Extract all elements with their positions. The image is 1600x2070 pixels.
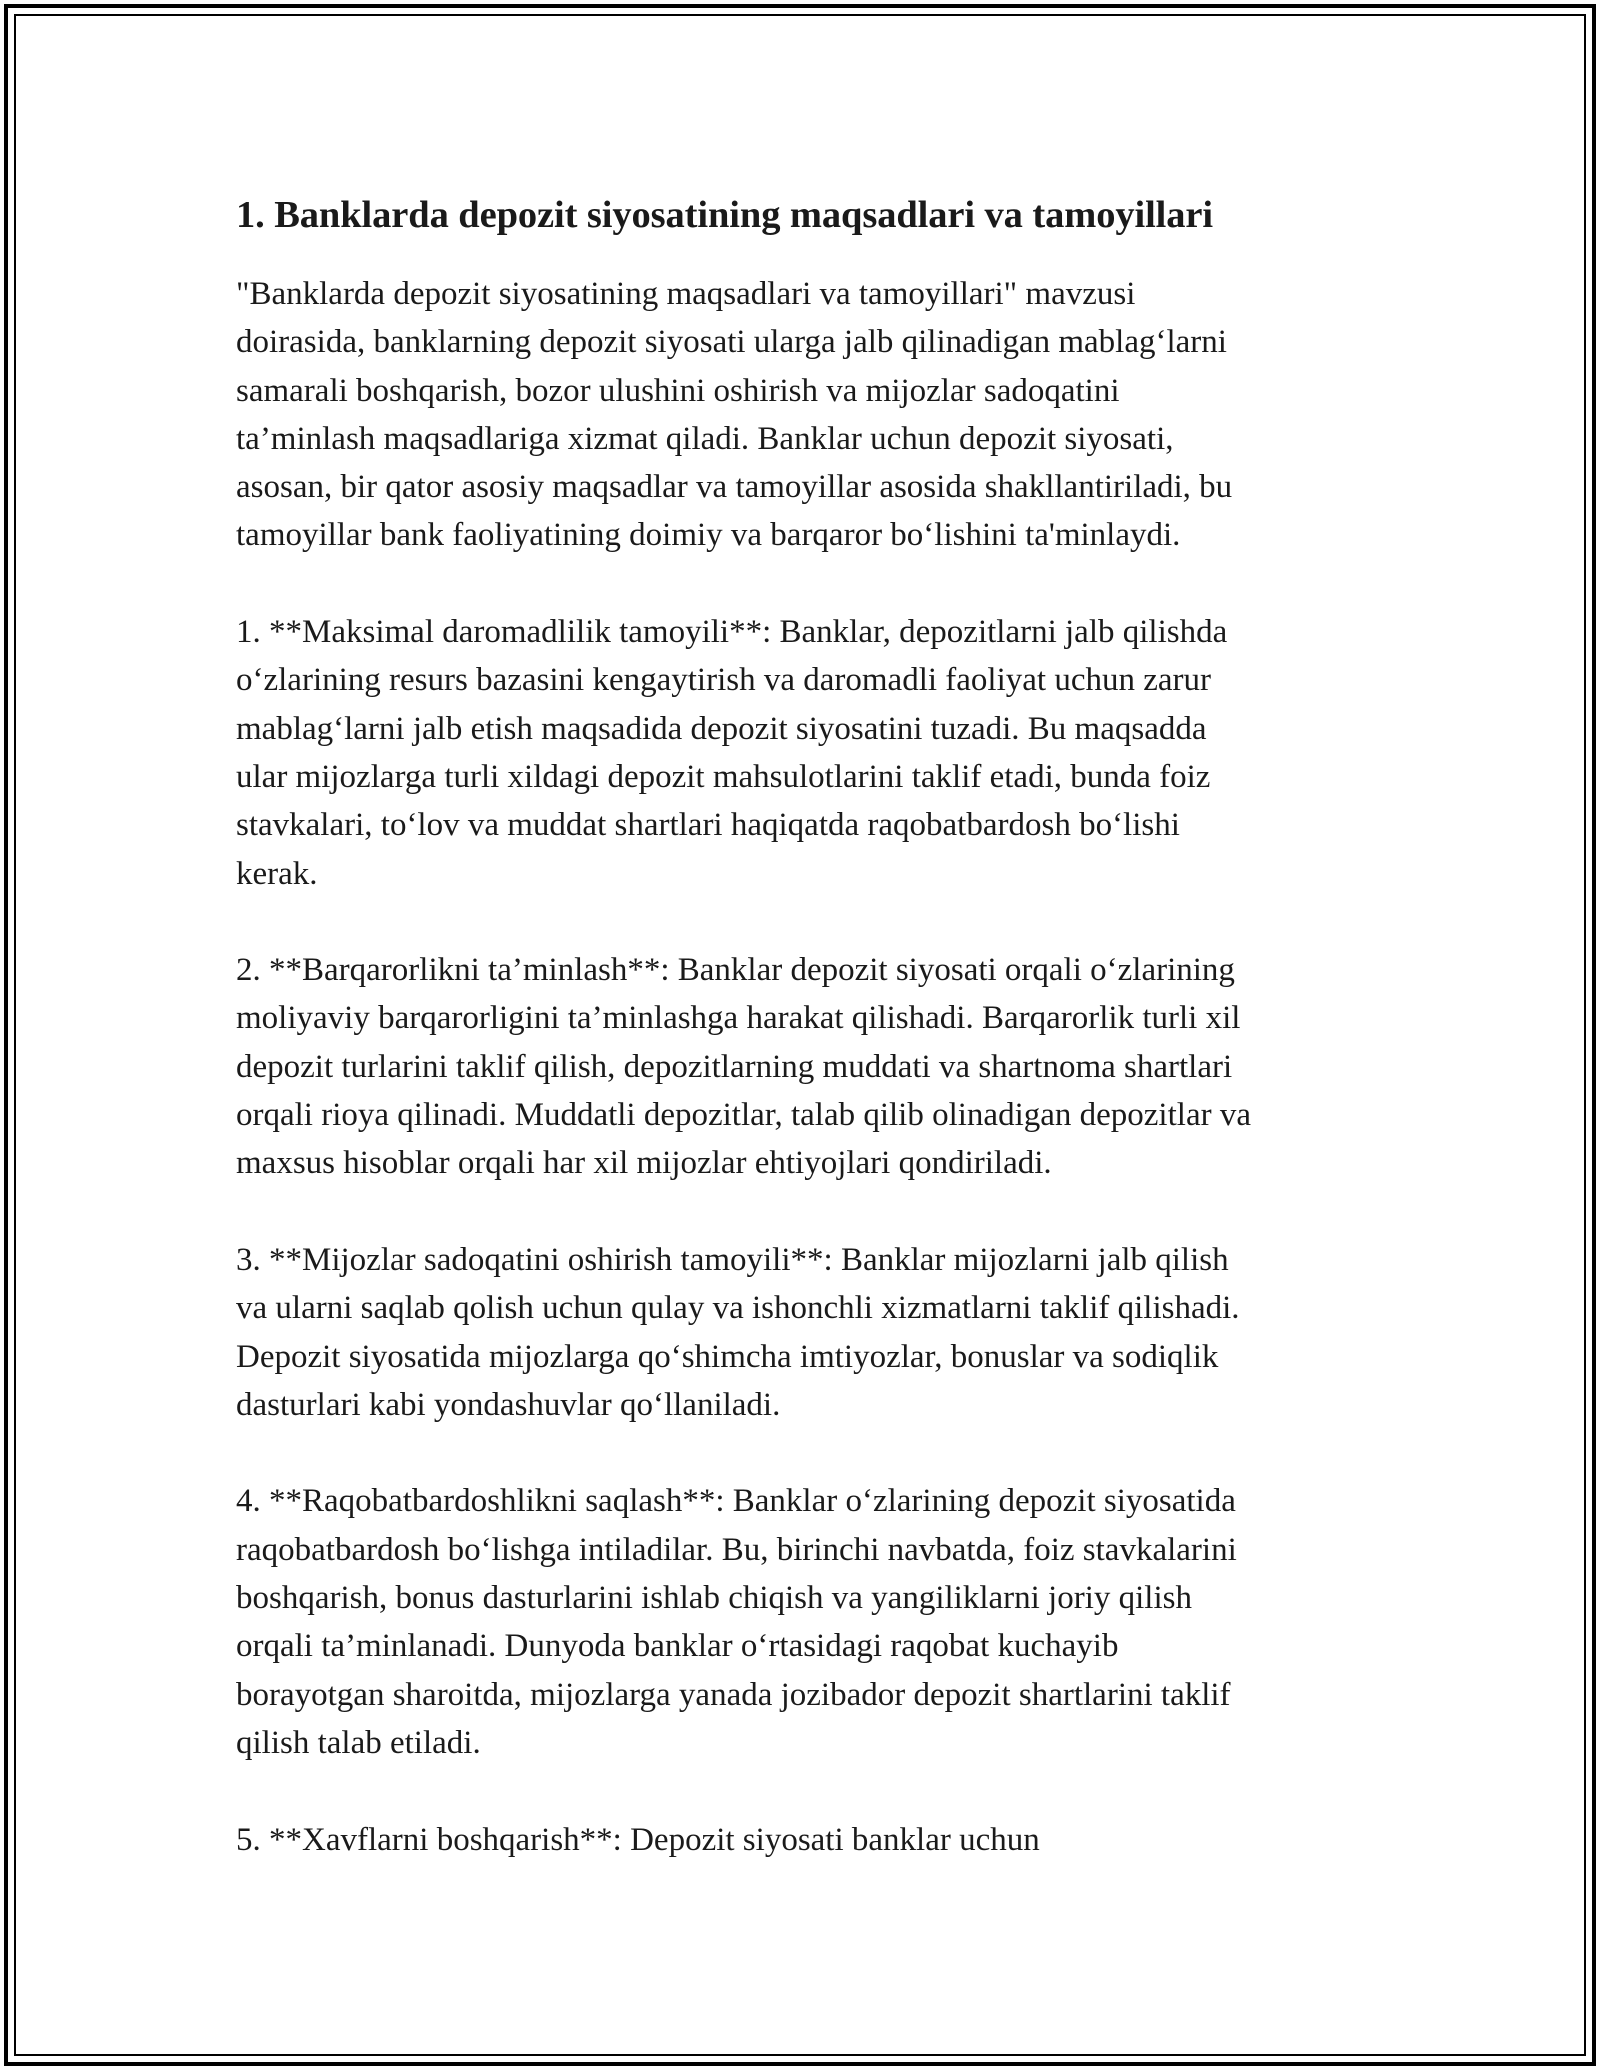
paragraph-line: 5. **Xavflarni boshqarish**: Depozit siyosati banklar uchun bbox=[236, 1821, 1040, 1858]
document-body bbox=[236, 184, 1376, 1912]
paragraph-list bbox=[236, 270, 1376, 1864]
paragraph-line: moliyaviy barqarorligini ta’minlashga harakat qilishadi. Barqarorlik turli xil bbox=[236, 1000, 1241, 1037]
paragraph-5 bbox=[236, 1477, 1376, 1767]
paragraph-1 bbox=[236, 270, 1376, 560]
paragraph-6 bbox=[236, 1816, 1376, 1864]
paragraph-line: kerak. bbox=[236, 855, 318, 892]
document-title: 1. Banklarda depozit siyosatining maqsadlari va tamoyillari bbox=[236, 194, 1214, 236]
paragraph-line: samarali boshqarish, bozor ulushini oshirish va mijozlar sadoqatini bbox=[236, 372, 1120, 409]
paragraph-line: raqobatbardosh bo‘lishga intiladilar. Bu, birinchi navbatda, foiz stavkalarini bbox=[236, 1531, 1237, 1568]
paragraph-line: 1. **Maksimal daromadlilik tamoyili**: Banklar, depozitlarni jalb qilishda bbox=[236, 614, 1228, 651]
paragraph-3 bbox=[236, 946, 1376, 1187]
paragraph-line: boshqarish, bonus dasturlarini ishlab chiqish va yangiliklarni joriy qilish bbox=[236, 1580, 1192, 1617]
paragraph-2 bbox=[236, 608, 1376, 898]
paragraph-line: dasturlari kabi yondashuvlar qo‘llaniladi. bbox=[236, 1386, 781, 1423]
paragraph-line: maxsus hisoblar orqali har xil mijozlar ehtiyojlari qondiriladi. bbox=[236, 1145, 1052, 1182]
paragraph-line: mablag‘larni jalb etish maqsadida depozit siyosatini tuzadi. Bu maqsadda bbox=[236, 710, 1207, 747]
paragraph-line: va ularni saqlab qolish uchun qulay va ishonchli xizmatlarni taklif qilishadi. bbox=[236, 1290, 1240, 1327]
paragraph-line: orqali rioya qilinadi. Muddatli depozitlar, talab qilib olinadigan depozitlar va bbox=[236, 1097, 1251, 1134]
paragraph-line: doirasida, banklarning depozit siyosati ularga jalb qilinadigan mablag‘larni bbox=[236, 324, 1227, 361]
paragraph-line: "Banklarda depozit siyosatining maqsadlari va tamoyillari" mavzusi bbox=[236, 276, 1136, 312]
paragraph-line: asosan, bir qator asosiy maqsadlar va tamoyillar asosida shakllantiriladi, bu bbox=[236, 469, 1233, 506]
paragraph-line: o‘zlarining resurs bazasini kengaytirish va daromadli faoliyat uchun zarur bbox=[236, 662, 1211, 699]
paragraph-line: tamoyillar bank faoliyatining doimiy va barqaror bo‘lishini ta'minlaydi. bbox=[236, 517, 1181, 554]
paragraph-line: depozit turlarini taklif qilish, depozitlarning muddati va shartnoma shartlari bbox=[236, 1048, 1233, 1085]
paragraph-line: ular mijozlarga turli xildagi depozit mahsulotlarini taklif etadi, bunda foiz bbox=[236, 758, 1211, 795]
paragraph-line: 4. **Raqobatbardoshlikni saqlash**: Banklar o‘zlarining depozit siyosatida bbox=[236, 1483, 1236, 1520]
paragraph-4 bbox=[236, 1236, 1376, 1429]
paragraph-line: Depozit siyosatida mijozlarga qo‘shimcha imtiyozlar, bonuslar va sodiqlik bbox=[236, 1338, 1219, 1375]
paragraph-line: orqali ta’minlanadi. Dunyoda banklar o‘rtasidagi raqobat kuchayib bbox=[236, 1628, 1119, 1665]
paragraph-line: 2. **Barqarorlikni ta’minlash**: Banklar depozit siyosati orqali o‘zlarining bbox=[236, 952, 1235, 989]
paragraph-line: borayotgan sharoitda, mijozlarga yanada jozibador depozit shartlarini taklif bbox=[236, 1676, 1231, 1713]
paragraph-line: stavkalari, to‘lov va muddat shartlari haqiqatda raqobatbardosh bo‘lishi bbox=[236, 807, 1180, 844]
paragraph-line: 3. **Mijozlar sadoqatini oshirish tamoyili**: Banklar mijozlarni jalb qilish bbox=[236, 1241, 1229, 1278]
paragraph-line: ta’minlash maqsadlariga xizmat qiladi. Banklar uchun depozit siyosati, bbox=[236, 420, 1174, 457]
paragraph-line: qilish talab etiladi. bbox=[236, 1724, 481, 1761]
